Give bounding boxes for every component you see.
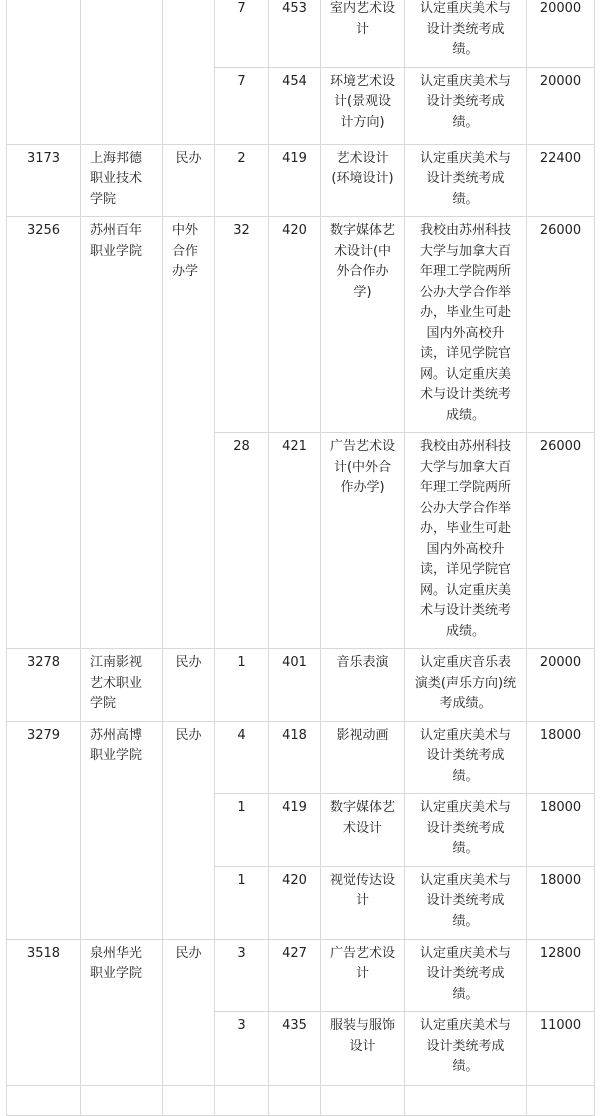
tuition-cell: 20000	[527, 67, 595, 144]
table-row	[7, 0, 595, 67]
major-name-cell: 视觉传达设计	[321, 866, 405, 939]
school-code-cell: 3278	[7, 649, 81, 722]
school-name-cell: 苏州百年职业学院	[81, 217, 163, 649]
tuition-cell: 18000	[527, 794, 595, 867]
plan-count-cell: 7	[215, 0, 269, 67]
school-name-cell: 上海邦德职业技术学院	[81, 144, 163, 217]
major-name-cell: 服装与服饰设计	[321, 1012, 405, 1086]
major-code-cell: 453	[269, 0, 321, 67]
school-name-cell: 江南影视艺术职业学院	[81, 649, 163, 722]
school-name-cell: 泉州华光职业学院	[81, 939, 163, 1086]
tuition-cell: 26000	[527, 217, 595, 433]
major-code-cell: 421	[269, 433, 321, 649]
major-name-cell: 影视动画	[321, 721, 405, 794]
note-cell: 认定重庆美术与设计类统考成绩。	[405, 794, 527, 867]
major-code-cell: 454	[269, 67, 321, 144]
note-cell: 认定重庆美术与设计类统考成绩。	[405, 866, 527, 939]
note-cell	[405, 1086, 527, 1116]
major-name-cell: 室内艺术设计	[321, 0, 405, 67]
major-code-cell: 419	[269, 794, 321, 867]
major-name-cell: 广告艺术设计	[321, 939, 405, 1012]
tuition-cell: 11000	[527, 1012, 595, 1086]
major-name-cell: 广告艺术设计(中外合作办学)	[321, 433, 405, 649]
school-code-cell: 3518	[7, 939, 81, 1086]
school-type-cell: 民办	[163, 144, 215, 217]
enrollment-table	[6, 0, 595, 1116]
note-cell: 认定重庆音乐表演类(声乐方向)统考成绩。	[405, 649, 527, 722]
table-row	[7, 649, 595, 722]
major-name-cell: 艺术设计(环境设计)	[321, 144, 405, 217]
note-cell: 认定重庆美术与设计类统考成绩。	[405, 67, 527, 144]
major-code-cell: 435	[269, 1012, 321, 1086]
major-code-cell: 427	[269, 939, 321, 1012]
plan-count-cell: 1	[215, 794, 269, 867]
note-cell: 认定重庆美术与设计类统考成绩。	[405, 1012, 527, 1086]
major-code-cell: 418	[269, 721, 321, 794]
major-code-cell	[269, 1086, 321, 1116]
table-row	[7, 721, 595, 794]
tuition-cell: 20000	[527, 649, 595, 722]
tuition-cell: 22400	[527, 144, 595, 217]
school-code-cell	[7, 1086, 81, 1116]
table-row	[7, 144, 595, 217]
school-type-cell: 中外合作办学	[163, 217, 215, 649]
plan-count-cell: 28	[215, 433, 269, 649]
plan-count-cell: 32	[215, 217, 269, 433]
tuition-cell: 18000	[527, 866, 595, 939]
school-type-cell: 民办	[163, 649, 215, 722]
tuition-cell: 12800	[527, 939, 595, 1012]
table-row	[7, 939, 595, 1012]
plan-count-cell: 4	[215, 721, 269, 794]
major-name-cell: 数字媒体艺术设计(中外合作办学)	[321, 217, 405, 433]
plan-count-cell: 3	[215, 939, 269, 1012]
school-code-cell: 3256	[7, 217, 81, 649]
table-row	[7, 217, 595, 433]
tuition-cell	[527, 1086, 595, 1116]
note-cell: 我校由苏州科技大学与加拿大百年理工学院两所公办大学合作举办，毕业生可赴国内外高校升读，详见学院官网。认定重庆美术与设计类统考成绩。	[405, 217, 527, 433]
school-name-cell	[81, 0, 163, 144]
school-code-cell	[7, 0, 81, 144]
plan-count-cell: 2	[215, 144, 269, 217]
major-name-cell	[321, 1086, 405, 1116]
plan-count-cell: 1	[215, 649, 269, 722]
plan-count-cell	[215, 1086, 269, 1116]
major-code-cell: 420	[269, 217, 321, 433]
major-name-cell: 数字媒体艺术设计	[321, 794, 405, 867]
plan-count-cell: 3	[215, 1012, 269, 1086]
major-name-cell: 环境艺术设计(景观设计方向)	[321, 67, 405, 144]
tuition-cell: 20000	[527, 0, 595, 67]
school-code-cell: 3173	[7, 144, 81, 217]
major-name-cell: 音乐表演	[321, 649, 405, 722]
note-cell: 认定重庆美术与设计类统考成绩。	[405, 939, 527, 1012]
plan-count-cell: 1	[215, 866, 269, 939]
note-cell: 我校由苏州科技大学与加拿大百年理工学院两所公办大学合作举办，毕业生可赴国内外高校升读，详见学院官网。认定重庆美术与设计类统考成绩。	[405, 433, 527, 649]
school-name-cell: 苏州高博职业学院	[81, 721, 163, 939]
note-cell: 认定重庆美术与设计类统考成绩。	[405, 0, 527, 67]
school-name-cell	[81, 1086, 163, 1116]
major-code-cell: 419	[269, 144, 321, 217]
school-code-cell: 3279	[7, 721, 81, 939]
note-cell: 认定重庆美术与设计类统考成绩。	[405, 144, 527, 217]
major-code-cell: 401	[269, 649, 321, 722]
table-row	[7, 1086, 595, 1116]
school-type-cell: 民办	[163, 721, 215, 939]
note-cell: 认定重庆美术与设计类统考成绩。	[405, 721, 527, 794]
plan-count-cell: 7	[215, 67, 269, 144]
tuition-cell: 18000	[527, 721, 595, 794]
tuition-cell: 26000	[527, 433, 595, 649]
school-type-cell	[163, 1086, 215, 1116]
school-type-cell: 民办	[163, 939, 215, 1086]
major-code-cell: 420	[269, 866, 321, 939]
school-type-cell	[163, 0, 215, 144]
